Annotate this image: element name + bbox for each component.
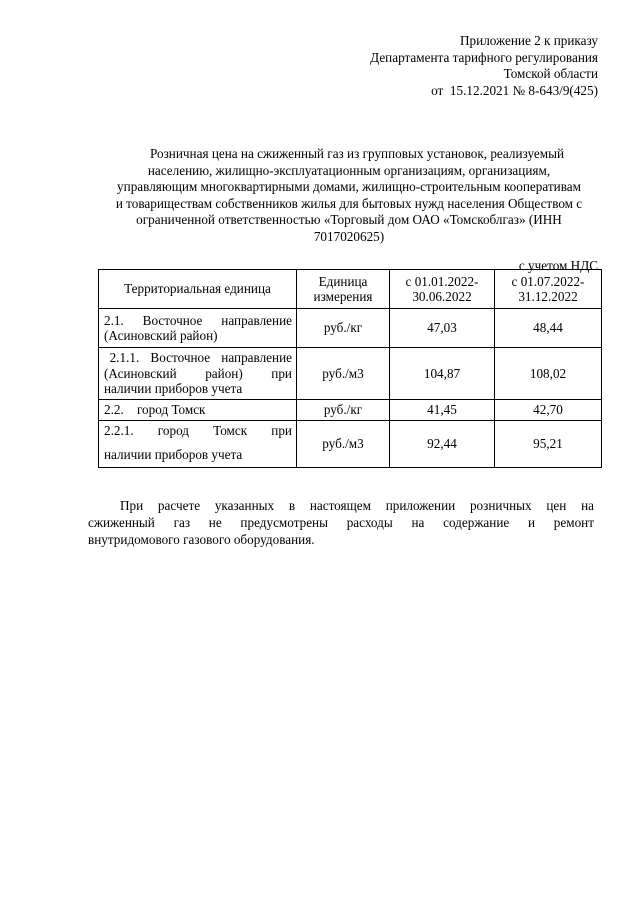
row-territory-line-1: 2.1. Восточное направление	[104, 312, 292, 328]
footer-note-line-1: При расчете указанных в настоящем приложении розничных цен на	[120, 498, 594, 513]
row-price-period-1: 41,45	[390, 399, 495, 420]
row-territory	[99, 309, 297, 348]
row-unit: руб./м3	[297, 420, 390, 467]
row-territory	[99, 420, 297, 467]
header-period-2	[495, 270, 602, 309]
document-title	[88, 146, 610, 246]
table-header-row	[99, 270, 602, 309]
header-period-2-line-2: 31.12.2022	[518, 289, 578, 304]
header-period-2-line-1: с 01.07.2022-	[511, 273, 585, 289]
row-territory-line-1: 2.1.1. Восточное направление	[104, 350, 292, 365]
table-row	[99, 309, 602, 348]
header-territory	[99, 270, 297, 309]
row-price-period-2: 48,44	[495, 309, 602, 348]
appendix-line-4: от 15.12.2021 № 8-643/9(425)	[431, 82, 598, 98]
row-territory-line-2: (Асиновский район)	[104, 328, 218, 343]
row-territory-line-2: (Асиновский район) при	[104, 365, 292, 381]
header-period-1-line-1: с 01.01.2022-	[405, 273, 479, 289]
header-unit-line-1: Единица	[318, 273, 368, 289]
title-line-5: ограниченной ответственностью «Торговый дом ОАО «Томскоблгаз» (ИНН	[136, 212, 562, 228]
table-row	[99, 399, 602, 420]
header-period-1	[390, 270, 495, 309]
row-price-period-2: 95,21	[495, 420, 602, 467]
title-line-1: Розничная цена на сжиженный газ из групповых установок, реализуемый	[149, 146, 565, 161]
footer-note-line-3: внутридомового газового оборудования.	[88, 532, 315, 548]
title-line-4: и товариществам собственников жилья для бытовых нужд населения Обществом с	[115, 195, 583, 211]
row-price-period-1: 104,87	[390, 348, 495, 400]
appendix-line-3: Томской области	[503, 66, 598, 81]
table-row	[99, 348, 602, 400]
row-unit: руб./кг	[297, 309, 390, 348]
vat-note: с учетом НДС	[518, 258, 598, 273]
footer-note	[88, 497, 594, 549]
row-territory-line-3: наличии приборов учета	[104, 381, 243, 396]
header-unit-line-2: измерения	[313, 289, 373, 304]
appendix-line-2: Департамента тарифного регулирования	[370, 49, 598, 65]
row-price-period-1: 92,44	[390, 420, 495, 467]
footer-note-line-2: сжиженный газ не предусмотрены расходы на содержание и ремонт	[88, 515, 594, 531]
table-row	[99, 420, 602, 467]
appendix-line-1: Приложение 2 к приказу	[460, 33, 598, 48]
row-territory-line-1: 2.2. город Томск	[104, 401, 206, 417]
title-line-3: управляющим многоквартирными домами, жилищно-строительным кооперативам	[117, 179, 581, 195]
row-unit: руб./м3	[297, 348, 390, 400]
appendix-header	[370, 33, 598, 99]
title-line-6: 7017020625)	[313, 228, 385, 244]
row-territory-line-2: наличии приборов учета	[104, 447, 243, 462]
row-price-period-1: 47,03	[390, 309, 495, 348]
row-territory	[99, 348, 297, 400]
row-territory	[99, 399, 297, 420]
row-price-period-2: 108,02	[495, 348, 602, 400]
row-price-period-2: 42,70	[495, 399, 602, 420]
row-unit: руб./кг	[297, 399, 390, 420]
title-line-2: населению, жилищно-эксплуатационным организациям, организациям,	[147, 162, 551, 178]
header-territory-label: Территориальная единица	[124, 281, 271, 297]
price-table	[98, 269, 602, 468]
header-unit	[297, 270, 390, 309]
header-period-1-line-2: 30.06.2022	[412, 289, 472, 304]
row-territory-line-1: 2.2.1. город Томск при	[104, 422, 292, 438]
